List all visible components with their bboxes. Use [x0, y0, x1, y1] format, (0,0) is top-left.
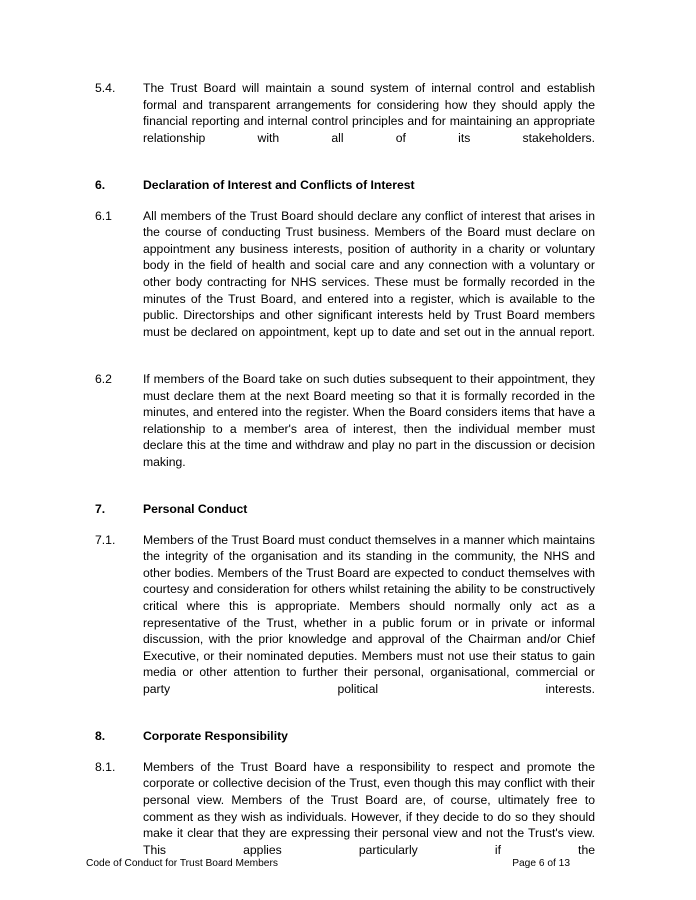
page-footer [86, 857, 610, 873]
section-number: 8. [95, 729, 106, 744]
numbered-paragraph [95, 208, 595, 357]
paragraph-number: 6.2 [95, 371, 112, 386]
page-body [95, 80, 595, 889]
section-heading [95, 728, 595, 745]
section-number: 6. [95, 177, 106, 192]
paragraph-number: 5.4. [95, 81, 116, 95]
paragraph-number: 6.1 [95, 208, 112, 223]
section-title: Corporate Responsibility [143, 729, 288, 744]
paragraph-text: The Trust Board will maintain a sound system of internal control and establish formal and transparent arrangements for considering how they should apply the financial reporting and internal control principles and for maintaining an appropriate relationship with all of its stakeholders. [143, 81, 595, 145]
paragraph-text: Members of the Trust Board must conduct themselves in a manner which maintains the integrity of the organisation and its standing in the community, the NHS and other bodies. Members of the Trust Board are expected to conduct themselves with courtesy and consideration for others whilst retaining the ability to be constructively critical where this is appropriate. Members should normally only act as a representative of the Trust, whether in a public forum or in private or informal discussion, with the prior knowledge and approval of the Chairman and/or Chief Executive, or their nominated deputies. Members must not use their status to gain media or other attention to further their personal, organisational, commercial or party political interests. [143, 532, 595, 696]
section-title: Personal Conduct [143, 502, 248, 517]
section-heading [95, 501, 595, 518]
section-number: 7. [95, 502, 106, 517]
section-title: Declaration of Interest and Conflicts of Interest [143, 177, 415, 192]
paragraph-number: 8.1. [95, 759, 116, 774]
numbered-paragraph [95, 80, 595, 163]
paragraph-number: 7.1. [95, 532, 116, 547]
footer-document-title: Code of Conduct for Trust Board Members [86, 858, 278, 869]
section-heading [95, 177, 595, 194]
numbered-paragraph [95, 532, 595, 715]
paragraph-text: If members of the Board take on such duties subsequent to their appointment, they must declare them at the next Board meeting so that it is formally recorded in the minutes, and entered into the register. When the Board considers items that have a relationship to a member's area of interest, then the individual member must declare this at the time and withdraw and play no part in the discussion or decision making. [143, 371, 595, 469]
paragraph-text: Members of the Trust Board have a responsibility to respect and promote the corporate or collective decision of the Trust, even though this may conflict with their personal view. Members of the Trust Board are, of course, ultimately free to comment as they wish as individuals. However, if they decide to do so they should make it clear that they are expressing their personal view and not the Trust's view. This applies particularly if the [143, 759, 595, 857]
footer-page-number: Page 6 of 13 [512, 858, 570, 869]
paragraph-text: All members of the Trust Board should declare any conflict of interest that arises in the course of conducting Trust business. Members of the Board must declare on appointment any business interests, position of authority in a charity or voluntary body in the field of health and social care and any connection with a voluntary or other body contracting for NHS services. These must be formally recorded in the minutes of the Trust Board, and entered into a register, which is available to the public. Directorships and other significant interests held by Trust Board members must be declared on appointment, kept up to date and set out in the annual report. [143, 208, 595, 339]
numbered-paragraph [95, 371, 595, 487]
